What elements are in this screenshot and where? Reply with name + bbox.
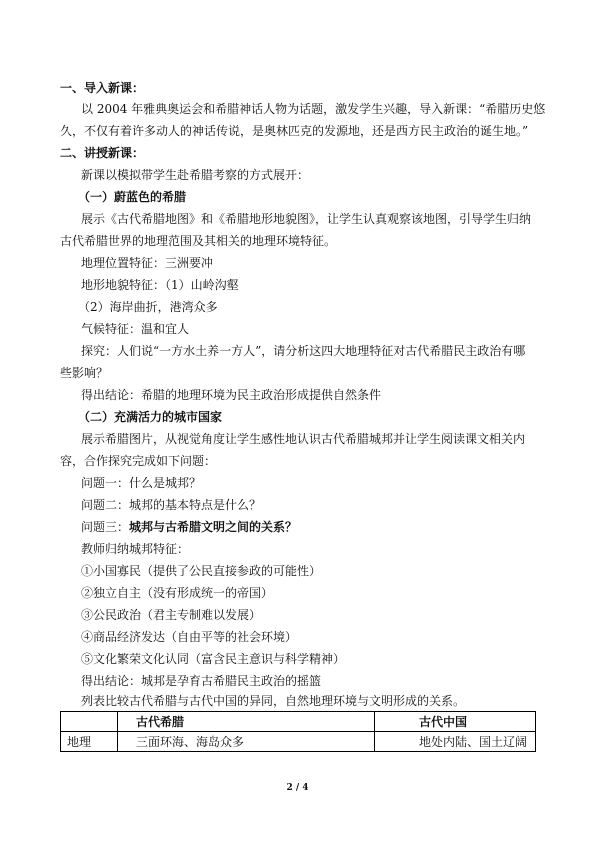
show-maps-line-2: 古代希腊世界的地理范围及其相关的地理环境特征。 xyxy=(60,234,337,248)
intro-line-2: 久，不仅有着许多动人的神话传说，是奥林匹克的发源地，还是西方民主政治的诞生地。” xyxy=(60,124,529,138)
table-cell: 地理 xyxy=(61,732,118,752)
question-3 xyxy=(81,519,297,535)
geo-position: 地理位置特征：三洲要冲 xyxy=(81,256,214,270)
table-cell: 三面环海、海岛众多 xyxy=(118,732,375,752)
conclusion-1: 得出结论：希腊的地理环境为民主政治形成提供自然条件 xyxy=(81,388,382,402)
question-3-label: 问题三： xyxy=(81,520,130,534)
feature-1: ①小国寡民（提供了公民直接参政的可能性） xyxy=(81,564,322,578)
table-header-cell: 古代希腊 xyxy=(118,712,375,732)
comparison-table xyxy=(60,711,536,752)
question-1: 问题一：什么是城邦？ xyxy=(81,476,202,490)
terrain-1: 地形地貌特征：（1）山岭沟壑 xyxy=(81,278,239,292)
table-header-row xyxy=(61,712,536,732)
section1-title: 一、导入新课： xyxy=(60,81,145,95)
show-maps-line-1: 展示《古代希腊地图》和《希腊地形地貌图》，让学生认真观察该地图，引导学生归纳 xyxy=(81,212,532,226)
sub2-title: （二）充满活力的城市国家 xyxy=(78,410,223,424)
page-number: 2 / 4 xyxy=(286,783,309,793)
table-cell: 地处内陆、国土辽阔 xyxy=(375,732,536,752)
table-header-cell xyxy=(61,712,118,732)
feature-5: ⑤文化繁荣文化认同（富含民主意识与科学精神） xyxy=(81,652,346,666)
show-pics-line-1: 展示希腊图片，从视觉角度让学生感性地认识古代希腊城邦并让学生阅读课文相关内 xyxy=(81,432,526,446)
climate: 气候特征：温和宜人 xyxy=(81,322,190,336)
feature-3: ③公民政治（君主专制难以发展） xyxy=(81,608,262,622)
method-text: 新课以模拟带学生赴希腊考察的方式展开： xyxy=(81,168,310,182)
terrain-2: （2）海岸曲折，港湾众多 xyxy=(78,300,218,314)
section2-title: 二、讲授新课： xyxy=(60,146,145,160)
intro-line-1: 以 2004 年雅典奥运会和希腊神话人物为话题，激发学生兴趣，导入新课：“希腊历史悠 xyxy=(81,102,546,116)
table-row xyxy=(61,732,536,752)
feature-2: ②独立自主（没有形成统一的帝国） xyxy=(81,586,274,600)
sub1-title: （一）蔚蓝色的希腊 xyxy=(78,190,187,204)
show-pics-line-2: 容，合作探究完成如下问题： xyxy=(60,454,217,468)
feature-4: ④商品经济发达（自由平等的社会环境） xyxy=(81,630,298,644)
teacher-summary: 教师归纳城邦特征： xyxy=(81,542,190,556)
table-header-cell: 古代中国 xyxy=(375,712,536,732)
question-2: 问题二：城邦的基本特点是什么？ xyxy=(81,498,262,512)
conclusion-2: 得出结论：城邦是孕育古希腊民主政治的摇篮 xyxy=(81,674,322,688)
question-3-text: 城邦与古希腊文明之间的关系？ xyxy=(129,520,298,534)
table-intro: 列表比较古代希腊与古代中国的异同，自然地理环境与文明形成的关系。 xyxy=(81,694,466,708)
explore-line-1: 探究：人们说“一方水土养一方人”，请分析这四大地理特征对古代希腊民主政治有哪 xyxy=(81,344,526,358)
explore-line-2: 些影响？ xyxy=(60,366,109,380)
